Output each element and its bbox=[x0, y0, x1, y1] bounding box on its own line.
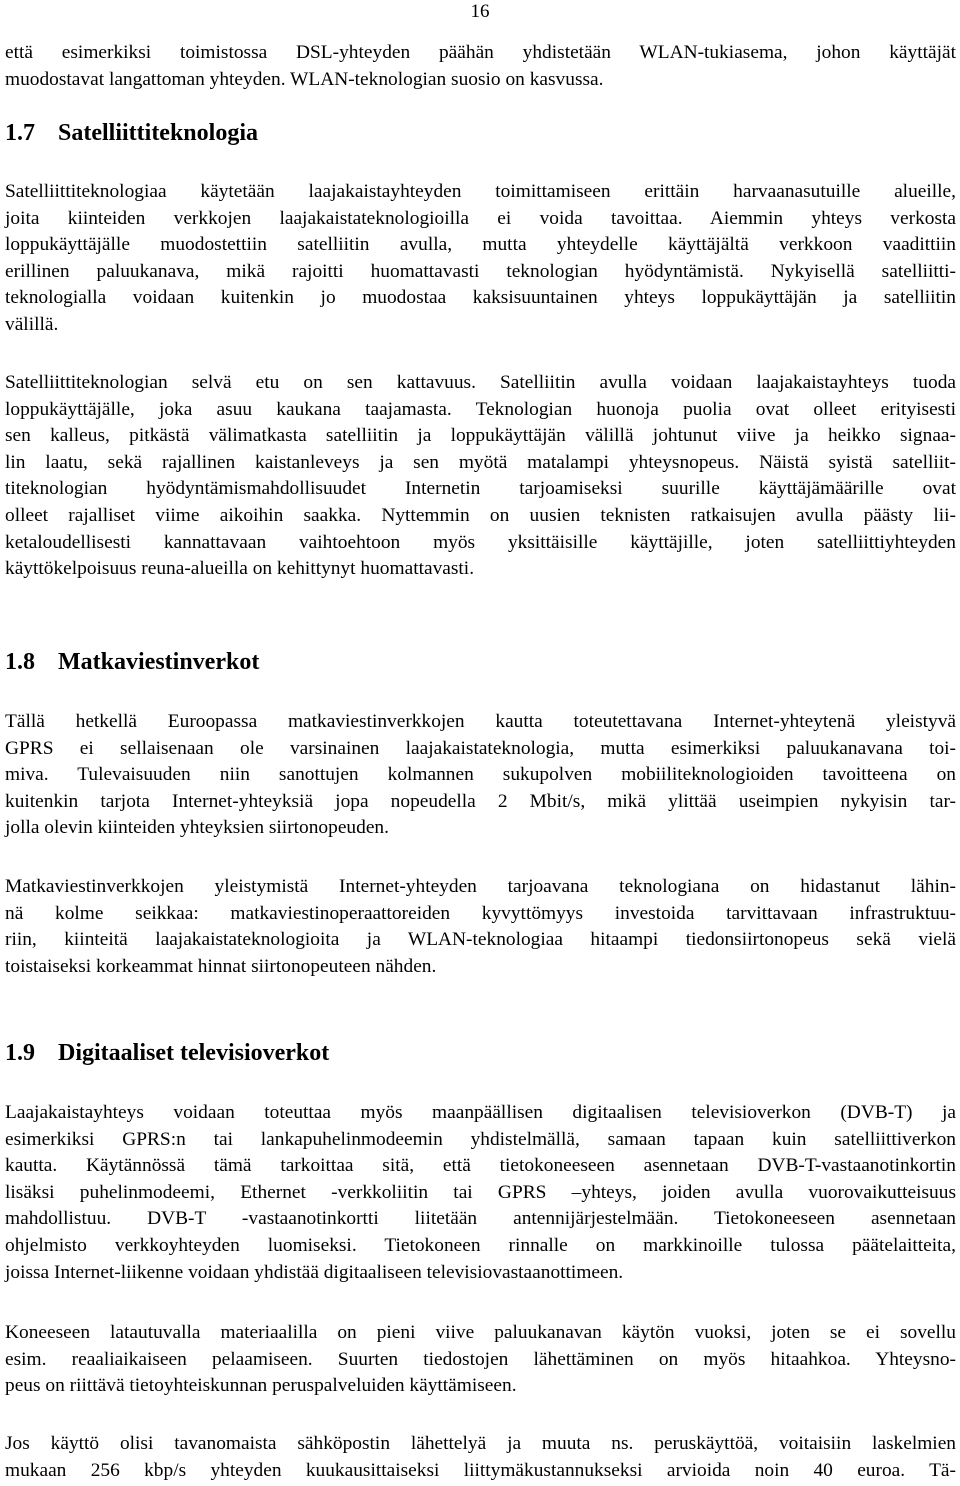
text-line: muodostavat langattoman yhteyden. WLAN-teknologian suosio on kasvussa. bbox=[5, 68, 604, 90]
paragraph bbox=[5, 1320, 956, 1400]
section-number: 1.9 bbox=[5, 1040, 35, 1066]
text-line: välillä. bbox=[5, 313, 59, 335]
section-heading-1-9 bbox=[5, 1038, 329, 1068]
paragraph bbox=[5, 874, 956, 980]
text-line: Satelliittiteknologiaa käytetään laajakaistayhteyden toimittamiseen erittäin harvaanasutuille alueille, bbox=[5, 181, 956, 202]
paragraph bbox=[5, 1100, 956, 1286]
text-line: ohjelmisto verkkoyhteyden luomiseksi. Tietokoneen rinnalle on markkinoille tulossa päätelaitteita, bbox=[5, 1234, 956, 1256]
text-line: toistaiseksi korkeammat hinnat siirtonopeuteen nähden. bbox=[5, 955, 437, 977]
text-line: mukaan 256 kbp/s yhteyden kuukausittaiseksi liittymäkustannukseksi arvioida noin 40 euroa. Tä- bbox=[5, 1459, 956, 1481]
section-number: 1.8 bbox=[5, 649, 35, 675]
text-line: mahdollistuu. DVB-T -vastaanotinkortti liitetään antennijärjestelmään. Tietokoneeseen asennetaan bbox=[5, 1208, 956, 1230]
text-line: esim. reaaliaikaiseen pelaamiseen. Suurten tiedostojen lähettäminen on myös hitaahkoa. Yhteysno- bbox=[5, 1348, 956, 1370]
page-number: 16 bbox=[470, 1, 490, 22]
text-line: titeknologian hyödyntämismahdollisuudet Internetin tarjoamiseksi suurille käyttäjämäärille ovat bbox=[5, 478, 956, 500]
text-line: nä kolme seikkaa: matkaviestinoperaattoreiden kyvyttömyys investoida tarvittavaan infrastruktuu- bbox=[5, 902, 956, 924]
text-line: loppukäyttäjälle muodostettiin satelliitin avulla, mutta yhteydelle käyttäjältä verkkoon vaadittiin bbox=[5, 234, 956, 256]
section-heading-1-8 bbox=[5, 647, 259, 677]
text-line: olleet rajalliset viime aikoihin saakka. Nyttemmin on uusien teknisten ratkaisujen avulla päästy lii- bbox=[5, 504, 956, 526]
text-line: joissa Internet-liikenne voidaan yhdistää digitaaliseen televisiovastaanottimeen. bbox=[5, 1261, 624, 1283]
paragraph bbox=[5, 709, 956, 842]
text-line: Koneeseen latautuvalla materiaalilla on pieni viive paluukanavan käytön vuoksi, joten se ei sovellu bbox=[5, 1322, 956, 1343]
text-line: kautta. Käytännössä tämä tarkoittaa sitä, että tietokoneeseen asennetaan DVB-T-vastaanotinkortin bbox=[5, 1155, 956, 1177]
text-line: joita kiinteiden verkkojen laajakaistateknologioilla ei voida tavoittaa. Aiemmin yhteys verkosta bbox=[5, 207, 956, 229]
section-title: Digitaaliset televisioverkot bbox=[58, 1040, 330, 1066]
text-line: esimerkiksi GPRS:n tai lankapuhelinmodeemin yhdistelmällä, samaan tapaan kuin satelliittiverkon bbox=[5, 1128, 956, 1150]
text-line: Jos käyttö olisi tavanomaista sähköpostin lähettelyä ja muuta ns. peruskäyttöä, voitaisiin laskelmien bbox=[5, 1433, 956, 1454]
paragraph bbox=[5, 1431, 956, 1484]
text-line: Matkaviestinverkkojen yleistymistä Internet-yhteyden tarjoavana teknologiana on hidastanut lähin- bbox=[5, 876, 956, 897]
text-line: kuitenkin tarjota Internet-yhteyksiä jopa nopeudella 2 Mbit/s, mikä ylittää useimpien nykyisin tar- bbox=[5, 790, 956, 812]
text-line: ketaloudellisesti kannattavaan vaihtoehtoon myös yksittäisille käyttäjille, joten satelliittiyhteyden bbox=[5, 531, 956, 553]
section-heading-1-7 bbox=[5, 118, 258, 148]
text-line: käyttökelpoisuus reuna-alueilla on kehittynyt huomattavasti. bbox=[5, 558, 475, 580]
paragraph bbox=[5, 179, 956, 339]
text-line: teknologialla voidaan kuitenkin jo muodostaa kaksisuuntainen yhteys loppukäyttäjän ja satelliitin bbox=[5, 287, 956, 309]
text-line: lisäksi puhelinmodeemi, Ethernet -verkkoliitin tai GPRS –yhteys, joiden avulla vuorovaikutteisuus bbox=[5, 1181, 956, 1203]
section-number: 1.7 bbox=[5, 120, 35, 146]
text-line: GPRS ei sellaisenaan ole varsinainen laajakaistateknologia, mutta esimerkiksi paluukanavana toi- bbox=[5, 737, 956, 759]
text-line: loppukäyttäjälle, joka asuu kaukana taajamasta. Teknologian huonoja puolia ovat olleet erityisesti bbox=[5, 398, 956, 420]
intro-paragraph bbox=[5, 40, 956, 93]
text-line: erillinen paluukanava, mikä rajoitti huomattavasti teknologian hyödyntämistä. Nykyisellä satelliitti- bbox=[5, 260, 956, 282]
paragraph bbox=[5, 370, 956, 583]
text-line: peus on riittävä tietoyhteiskunnan peruspalveluiden käyttämiseen. bbox=[5, 1375, 517, 1397]
text-line: riin, kiinteitä laajakaistateknologioita ja WLAN-teknologiaa hitaampi tiedonsiirtonopeus sekä vielä bbox=[5, 929, 956, 951]
text-line: jolla olevin kiinteiden yhteyksien siirtonopeuden. bbox=[5, 817, 389, 839]
text-line: miva. Tulevaisuuden niin sanottujen kolmannen sukupolven mobiiliteknologioiden tavoitteena on bbox=[5, 764, 956, 786]
section-title: Satelliittiteknologia bbox=[58, 120, 258, 146]
text-line: Satelliittiteknologian selvä etu on sen kattavuus. Satelliitin avulla voidaan laajakaistayhteys tuoda bbox=[5, 372, 956, 393]
text-line: että esimerkiksi toimistossa DSL-yhteyden päähän yhdistetään WLAN-tukiasema, johon käyttäjät bbox=[5, 42, 956, 63]
text-line: lin laatu, sekä rajallinen kaistanleveys ja sen myötä matalampi yhteysnopeus. Näistä syistä satelliit- bbox=[5, 451, 956, 473]
text-line: sen kalleus, pitkästä välimatkasta satelliitin ja loppukäyttäjän välillä johtunut viive ja heikko signaa- bbox=[5, 425, 956, 447]
section-title: Matkaviestinverkot bbox=[58, 649, 260, 675]
text-line: Tällä hetkellä Euroopassa matkaviestinverkkojen kautta toteutettavana Internet-yhteytenä yleistyvä bbox=[5, 711, 956, 732]
text-line: Laajakaistayhteys voidaan toteuttaa myös maanpäällisen digitaalisen televisioverkon (DVB-T) ja bbox=[5, 1102, 956, 1123]
